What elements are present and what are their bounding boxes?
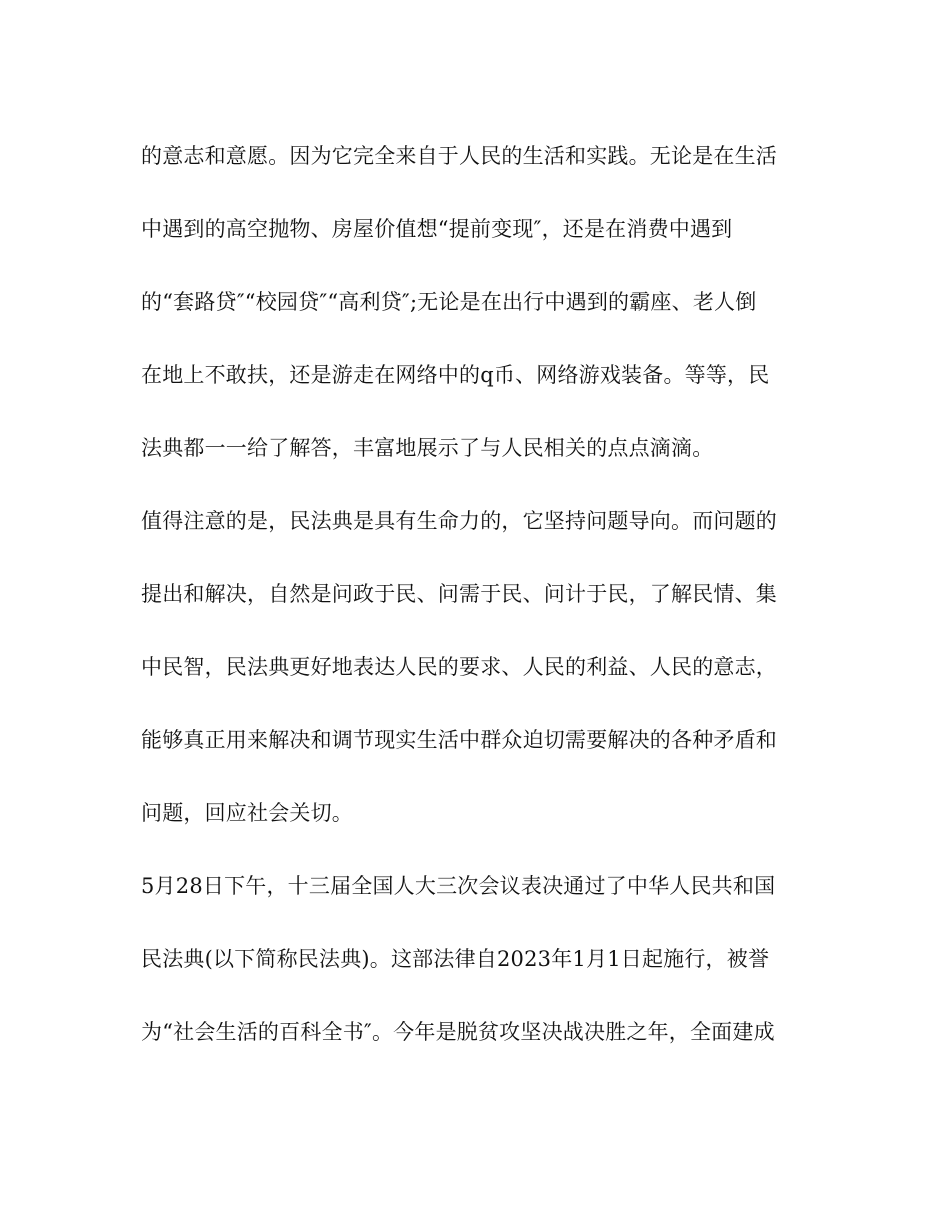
text-line: 法典都一一给了解答，丰富地展示了与人民相关的点点滴滴。 [141,436,714,460]
text-line: 中遇到的高空抛物、房屋价值想“提前变现″，还是在消费中遇到 [141,217,733,241]
text-line: 的意志和意愿。因为它完全来自于人民的生活和实践。无论是在生活 [141,144,777,168]
text-line: 为“社会生活的百科全书″。今年是脱贫攻坚决战决胜之年，全面建成 [141,1020,775,1044]
text-line: 值得注意的是，民法典是具有生命力的，它坚持问题导向。而问题的 [141,509,777,533]
text-line: 在地上不敢扶，还是游走在网络中的q币、网络游戏装备。等等，民 [141,363,770,387]
text-line: 中民智，民法典更好地表达人民的要求、人民的利益、人民的意志， [141,655,777,679]
text-line: 提出和解决，自然是问政于民、问需于民、问计于民，了解民情、集 [141,582,777,606]
text-line: 5月28日下午，十三届全国人大三次会议表决通过了中华人民共和国 [141,874,776,898]
text-line: 民法典(以下简称民法典)。这部法律自2023年1月1日起施行，被誉 [141,947,770,971]
text-line: 的“套路贷″“校园贷″“高利贷″;无论是在出行中遇到的霸座、老人倒 [141,290,757,314]
text-line: 问题，回应社会关切。 [141,801,353,825]
text-line: 能够真正用来解决和调节现实生活中群众迫切需要解决的各种矛盾和 [141,728,777,752]
